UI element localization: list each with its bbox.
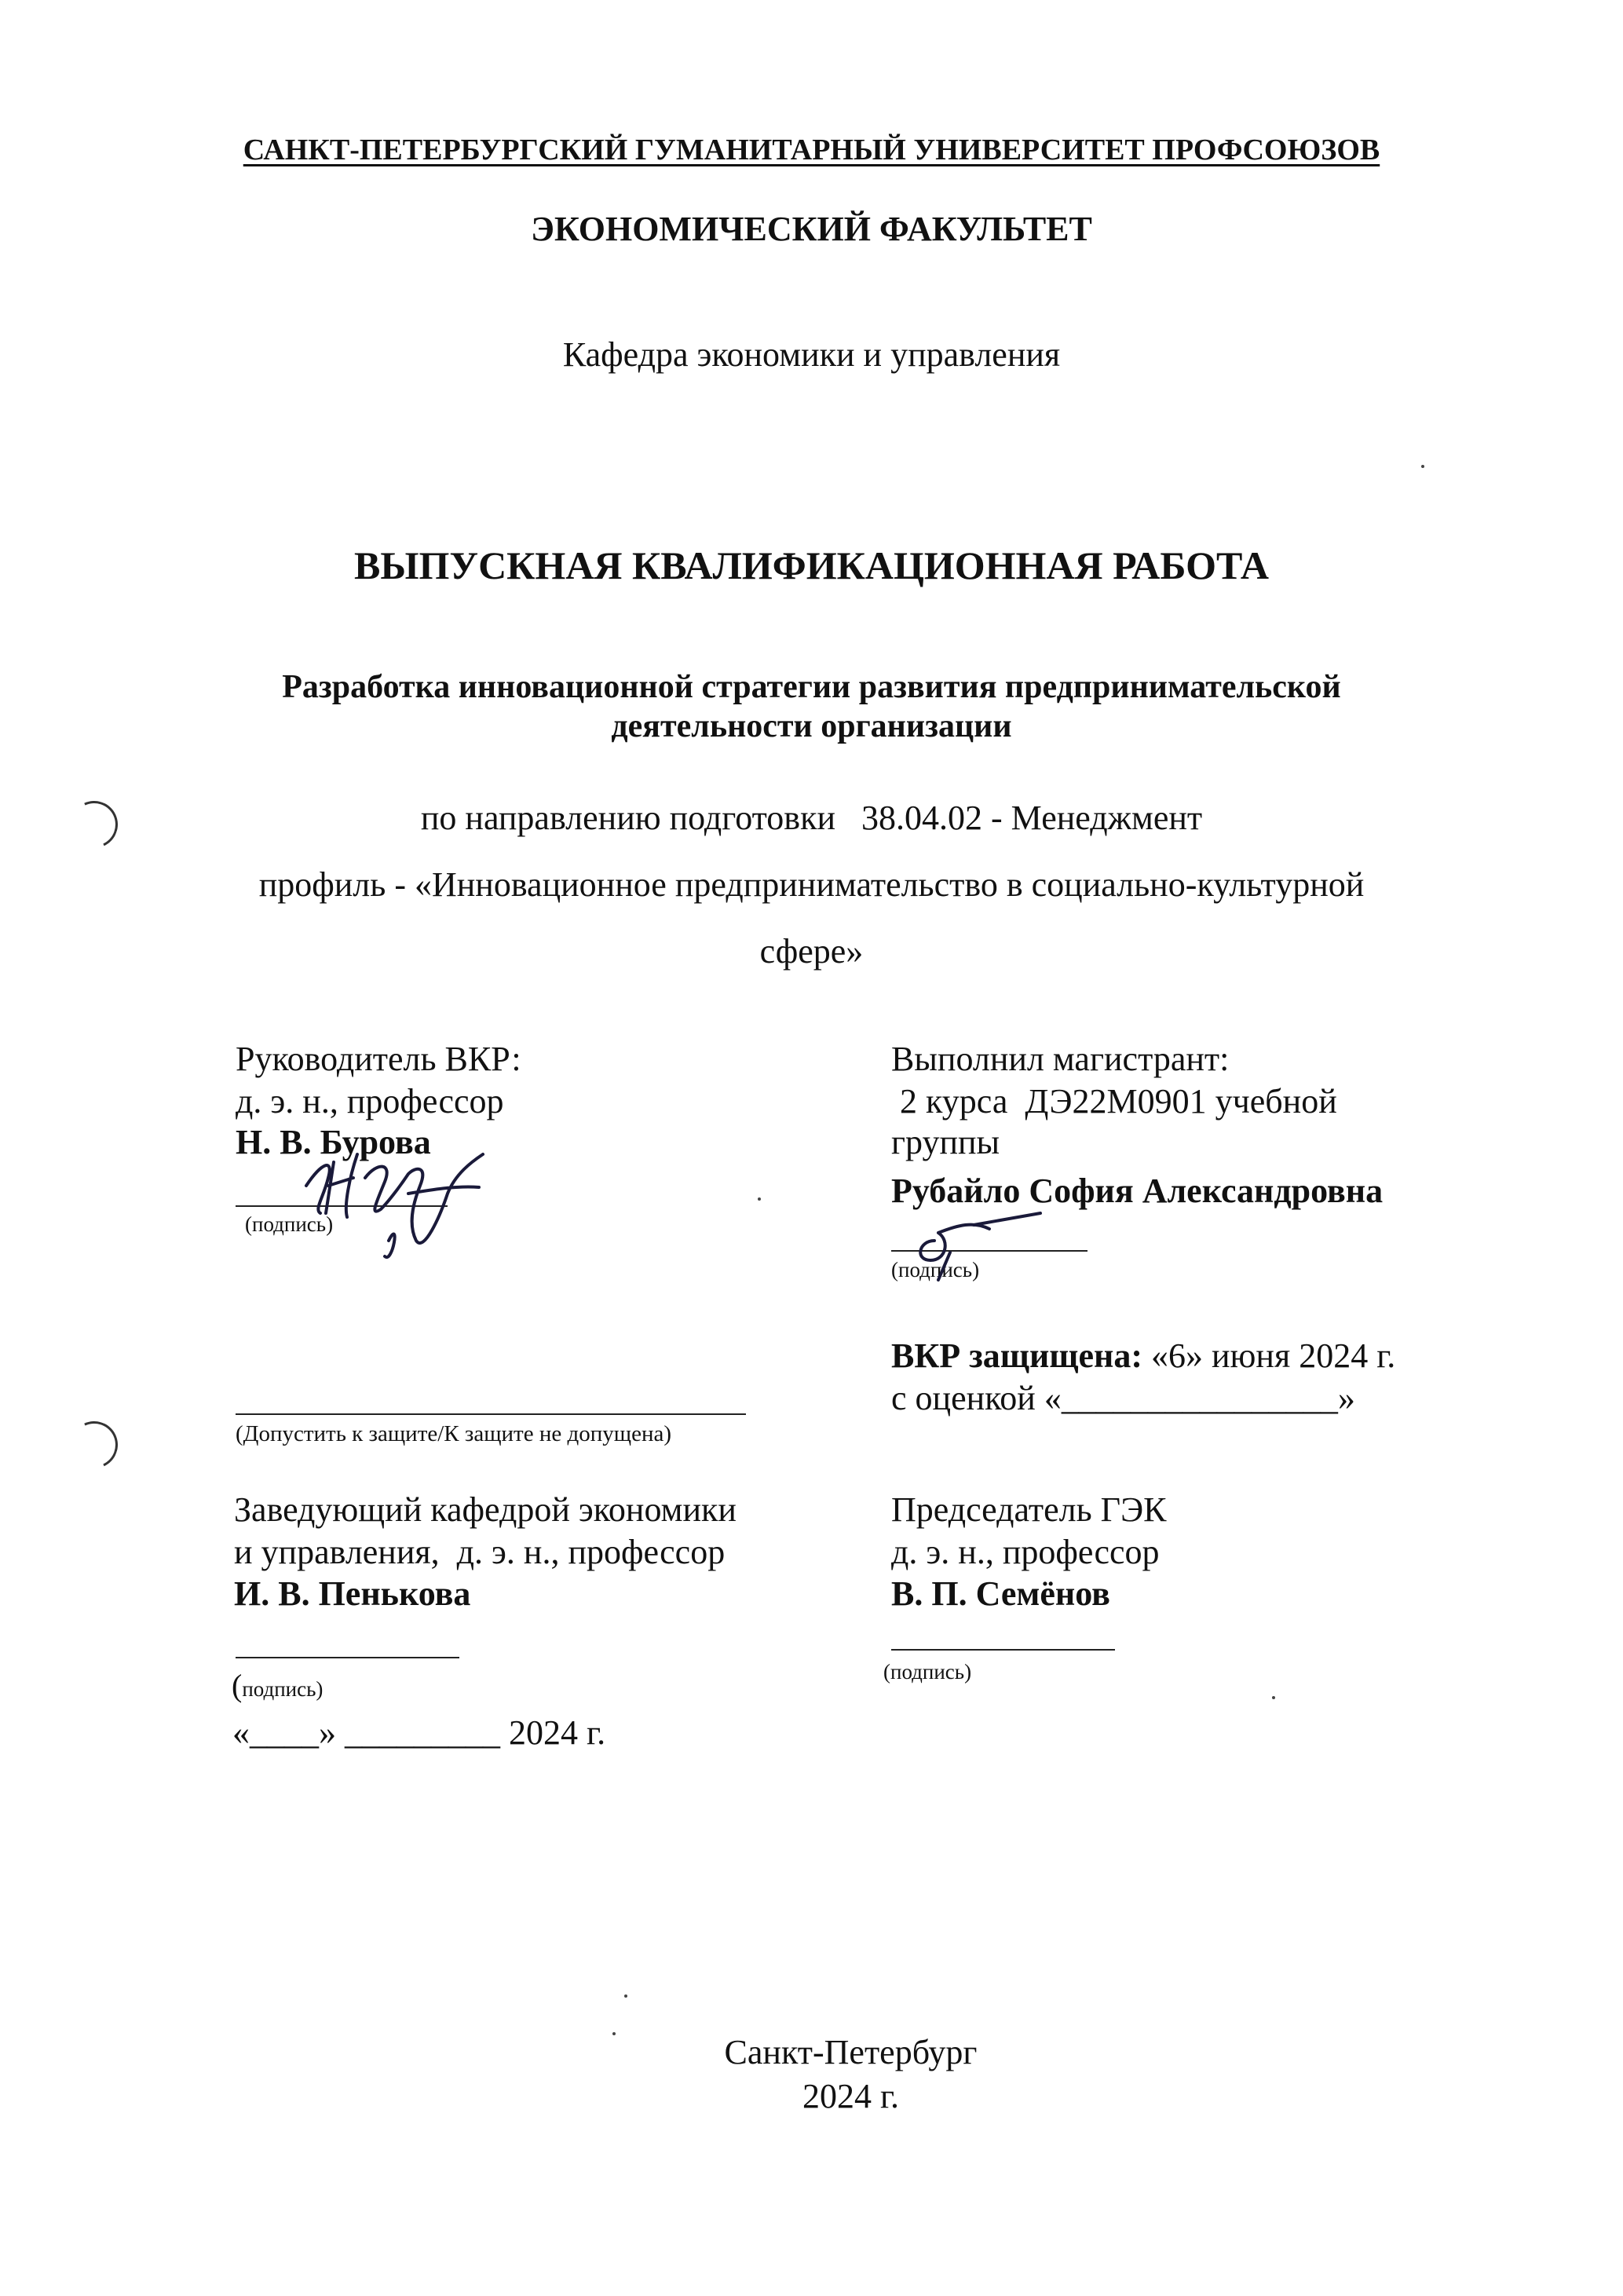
head-signature-label: (подпись)	[232, 1668, 324, 1703]
chairman-heading: Председатель ГЭК	[891, 1490, 1167, 1529]
scan-speck	[1272, 1696, 1275, 1699]
supervisor-signature	[291, 1131, 510, 1264]
scan-speck	[624, 1994, 627, 1998]
chairman-degree: д. э. н., профессор	[891, 1533, 1160, 1571]
punch-hole-mark	[64, 1415, 125, 1475]
head-line1: Заведующий кафедрой экономики	[234, 1490, 737, 1529]
footer-year: 2024 г.	[802, 2077, 900, 2115]
chairman-signature-label: (подпись)	[883, 1660, 972, 1684]
student-course: 2 курса ДЭ22М0901 учебной	[891, 1082, 1337, 1121]
head-name: И. В. Пенькова	[234, 1574, 471, 1613]
student-heading: Выполнил магистрант:	[891, 1040, 1230, 1078]
work-title-line2: деятельности организации	[611, 708, 1012, 744]
university-name: САНКТ-ПЕТЕРБУРГСКИЙ ГУМАНИТАРНЫЙ УНИВЕРСИТЕТ ПРОФСОЮЗОВ	[243, 133, 1380, 166]
defense-date: «6» июня 2024 г.	[1142, 1336, 1396, 1375]
study-direction: по направлению подготовки 38.04.02 - Менеджмент	[420, 799, 1203, 837]
chairman-name: В. П. Семёнов	[891, 1574, 1110, 1613]
head-date-line: «____» _________ 2024 г.	[232, 1713, 606, 1752]
profile-line1: профиль - «Инновационное предпринимательство в социально-культурной	[258, 865, 1365, 904]
student-group: группы	[891, 1123, 1000, 1161]
department-name: Кафедра экономики и управления	[562, 335, 1061, 374]
admission-label: (Допустить к защите/К защите не допущена)	[236, 1421, 672, 1446]
head-signature-line	[236, 1657, 459, 1658]
student-name: Рубайло София Александровна	[891, 1172, 1384, 1210]
head-line2: и управления, д. э. н., профессор	[234, 1533, 726, 1571]
supervisor-degree: д. э. н., профессор	[236, 1082, 504, 1121]
defense-grade: с оценкой «________________»	[891, 1379, 1355, 1417]
profile-line2: сфере»	[759, 932, 864, 971]
work-title-line1: Разработка инновационной стратегии развития предпринимательской	[282, 669, 1341, 705]
chairman-signature-line	[891, 1649, 1115, 1651]
student-signature	[903, 1197, 1060, 1284]
student-signature-label: (подпись)	[891, 1258, 980, 1281]
defense-info	[891, 1335, 1395, 1377]
scan-speck	[758, 1197, 761, 1201]
scan-speck	[612, 2032, 616, 2035]
footer-city: Санкт-Петербург	[724, 2033, 978, 2071]
admission-line	[236, 1413, 746, 1415]
scan-speck	[1421, 465, 1424, 468]
defense-label: ВКР защищена:	[891, 1336, 1142, 1375]
supervisor-name: Н. В. Бурова	[236, 1123, 431, 1161]
work-type: ВЫПУСКНАЯ КВАЛИФИКАЦИОННАЯ РАБОТА	[354, 543, 1269, 587]
supervisor-signature-label: (подпись)	[245, 1212, 334, 1236]
faculty-name: ЭКОНОМИЧЕСКИЙ ФАКУЛЬТЕТ	[531, 210, 1092, 248]
supervisor-heading: Руководитель ВКР:	[236, 1040, 521, 1078]
